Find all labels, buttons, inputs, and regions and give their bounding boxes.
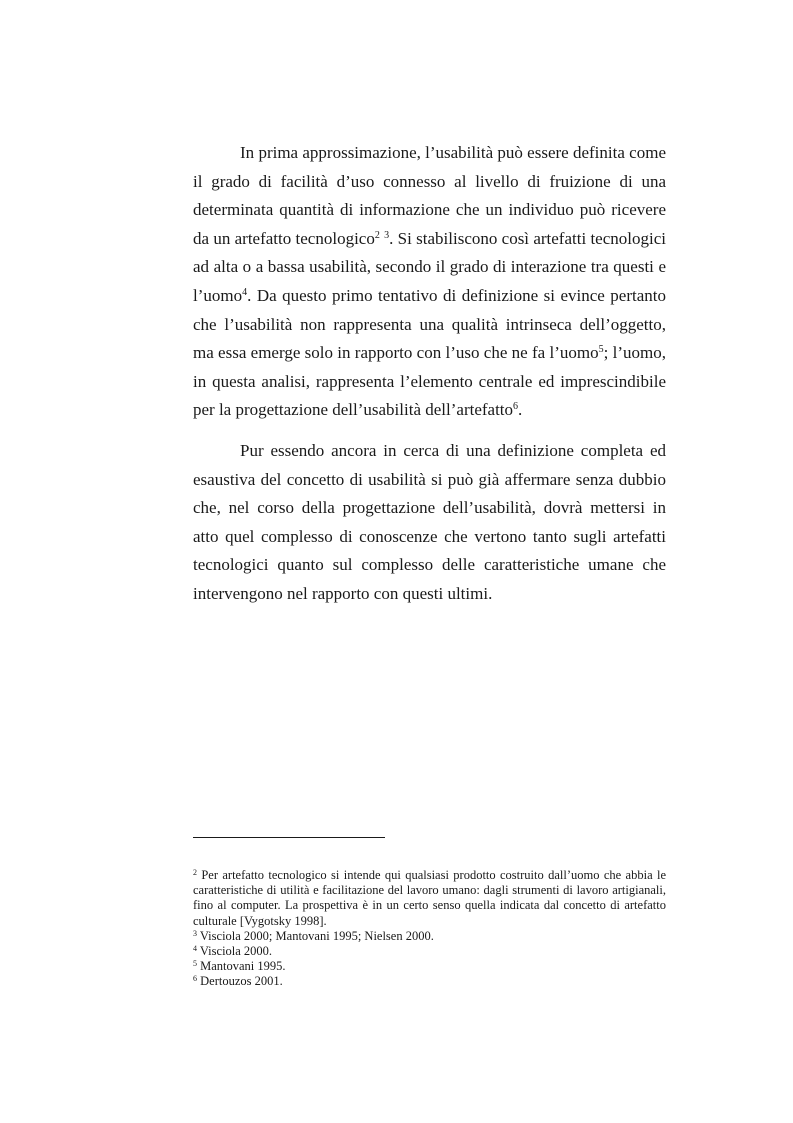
footnote-ref-4: 4 [242, 286, 248, 298]
paragraph-text: . [518, 400, 523, 420]
footnote-number: 6 [193, 974, 197, 984]
paragraph-text: . Da questo primo tentativo di definizione si evince pertanto che l’usabilità non rappresenta una qualità intrinseca dell’oggetto, ma essa emerge solo in rapporto con l’uso che ne fa l’uomo [193, 285, 666, 363]
footnote-number: 5 [193, 959, 197, 969]
footnote-text: Mantovani 1995. [200, 959, 286, 974]
footnote-3 [193, 929, 666, 944]
footnote-separator [193, 837, 385, 838]
footnote-number: 2 [193, 868, 197, 877]
footnote-text: Per artefatto tecnologico si intende qui qualsiasi prodotto costruito dall’uomo che abbia le caratteristiche di utilità e facilitazione del lavoro umano: dagli strumenti di lavoro artigianali, fino al computer. La prospettiva è in un certo senso quella indicata dal concetto di artefatto culturale [Vygotsky 1998]. [193, 868, 666, 928]
footnote-ref-2: 2 [374, 229, 380, 241]
footnote-5 [193, 959, 666, 974]
footnote-4 [193, 944, 666, 959]
footnote-number: 4 [193, 944, 197, 954]
footnotes [193, 868, 666, 990]
footnote-ref-3: 3 [384, 229, 390, 241]
paragraph-usability-definition [193, 139, 666, 425]
paragraph-design-knowledge: Pur essendo ancora in cerca di una definizione completa ed esaustiva del concetto di usabilità si può già affermare senza dubbio che, nel corso della progettazione dell’usabilità, dovrà mettersi in atto quel complesso di conoscenze che vertono tanto sugli artefatti tecnologici quanto sul complesso delle caratteristiche umane che intervengono nel rapporto con questi ultimi. [193, 440, 666, 603]
footnote-6 [193, 974, 666, 989]
paragraph-text: ; l’uomo, in questa analisi, rappresenta l’elemento centrale ed imprescindibile per la progettazione dell’usabilità dell’artefatto [193, 343, 666, 420]
footnote-ref-6: 6 [513, 401, 519, 413]
paragraph-text: . Si stabiliscono così artefatti tecnologici ad alta o a bassa usabilità, secondo il grado di interazione tra questi e l’uomo [193, 228, 666, 305]
footnote-ref-5: 5 [598, 344, 604, 356]
footnote-number: 3 [193, 928, 197, 938]
paragraph-text: In prima approssimazione, l’usabilità può essere definita come il grado di facilità d’uso connesso al livello di fruizione di una determinata quantità di informazione che un individuo può ricevere da un artefatto tecnologico [193, 143, 666, 248]
footnote-2 [193, 868, 666, 929]
footnote-text: Dertouzos 2001. [200, 974, 283, 989]
footnote-text: Visciola 2000; Mantovani 1995; Nielsen 2000. [199, 928, 434, 943]
footnote-text: Visciola 2000. [199, 944, 273, 959]
main-text [193, 139, 666, 609]
